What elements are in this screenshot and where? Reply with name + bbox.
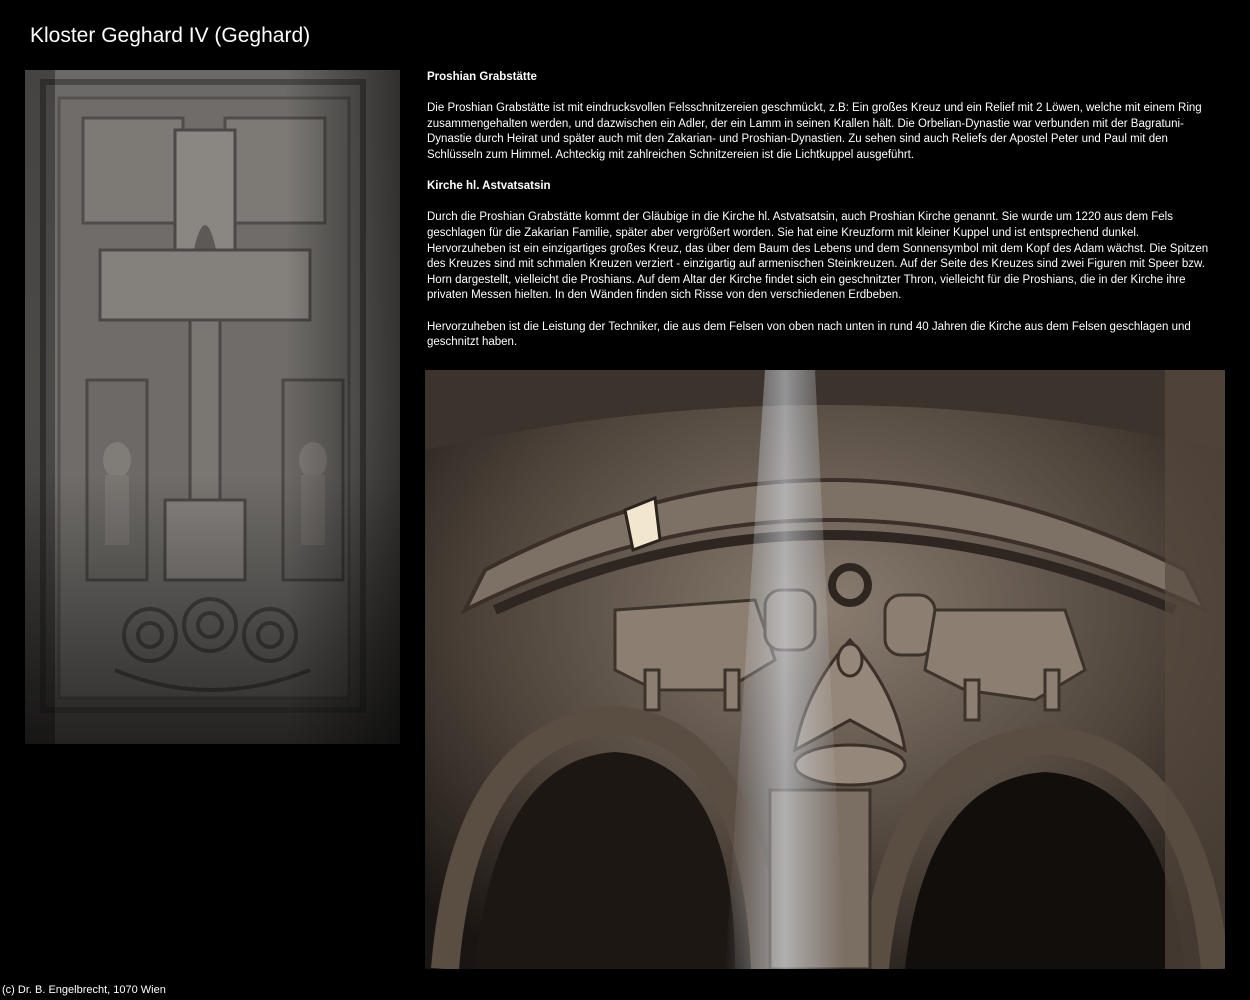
photo-stone-cross-relief: [25, 70, 400, 744]
copyright-footer: (c) Dr. B. Engelbrecht, 1070 Wien: [2, 984, 166, 996]
section-paragraph-proshian: Die Proshian Grabstätte ist mit eindrucksvollen Felsschnitzereien geschmückt, z.B: Ein großes Kreuz und ein Relief mit 2 Löwen, welche mit einem Ring zusammengehalten werden, und dazwischen ein Adler, der ein Lamm in seinen Krallen hält. Die Orbelian-Dynastie war verbunden mit der Bagratuni-Dynastie durch Heirat und später auch mit den Zakarian- und Proshian-Dynastien. Zu sehen sind auch Reliefs der Apostel Peter und Paul mit den Schlüsseln zum Himmel. Achteckig mit zahlreichen Schnitzereien ist die Lichtkuppel ausgeführt.: [427, 102, 1202, 161]
section-paragraph-astvatsatsin-1: Durch die Proshian Grabstätte kommt der Gläubige in die Kirche hl. Astvatsatsin, auch Proshian Kirche genannt. Sie wurde um 1220 aus dem Fels geschlagen für die Zakarian Familie, später aber vergrößert worden. Sie hat eine Kreuzform mit kleiner Kuppel und ist entsprechend dunkel. Hervorzuheben ist ein einzigartiges großes Kreuz, das über dem Baum des Lebens und dem Sonnensymbol mit dem Kopf des Adam wächst. Die Spitzen des Kreuzes sind mit schmalen Kreuzen verziert - einzigartig auf armenischen Steinkreuzen. Auf der Seite des Kreuzes sind zwei Figuren mit Speer bzw. Horn dargestellt, vielleicht die Proshians. Auf dem Altar der Kirche findet sich ein geschnitzter Thron, vielleicht für die Proshians, die in der Kirche ihre privaten Messen hielten. In den Wänden finden sich Risse von den verschiedenen Erdbeben.: [427, 211, 1209, 302]
section-paragraph-astvatsatsin-2: Hervorzuheben ist die Leistung der Techniker, die aus dem Felsen von oben nach unten in rund 40 Jahren die Kirche aus dem Felsen geschlagen und geschnitzt haben.: [427, 320, 1191, 349]
section-heading-proshian: Proshian Grabstätte: [427, 71, 537, 83]
photo-lion-eagle-relief: [425, 370, 1225, 969]
page-title: Kloster Geghard IV (Geghard): [30, 24, 311, 47]
section-heading-astvatsatsin: Kirche hl. Astvatsatsin: [427, 180, 551, 193]
description-text: [427, 70, 1217, 366]
